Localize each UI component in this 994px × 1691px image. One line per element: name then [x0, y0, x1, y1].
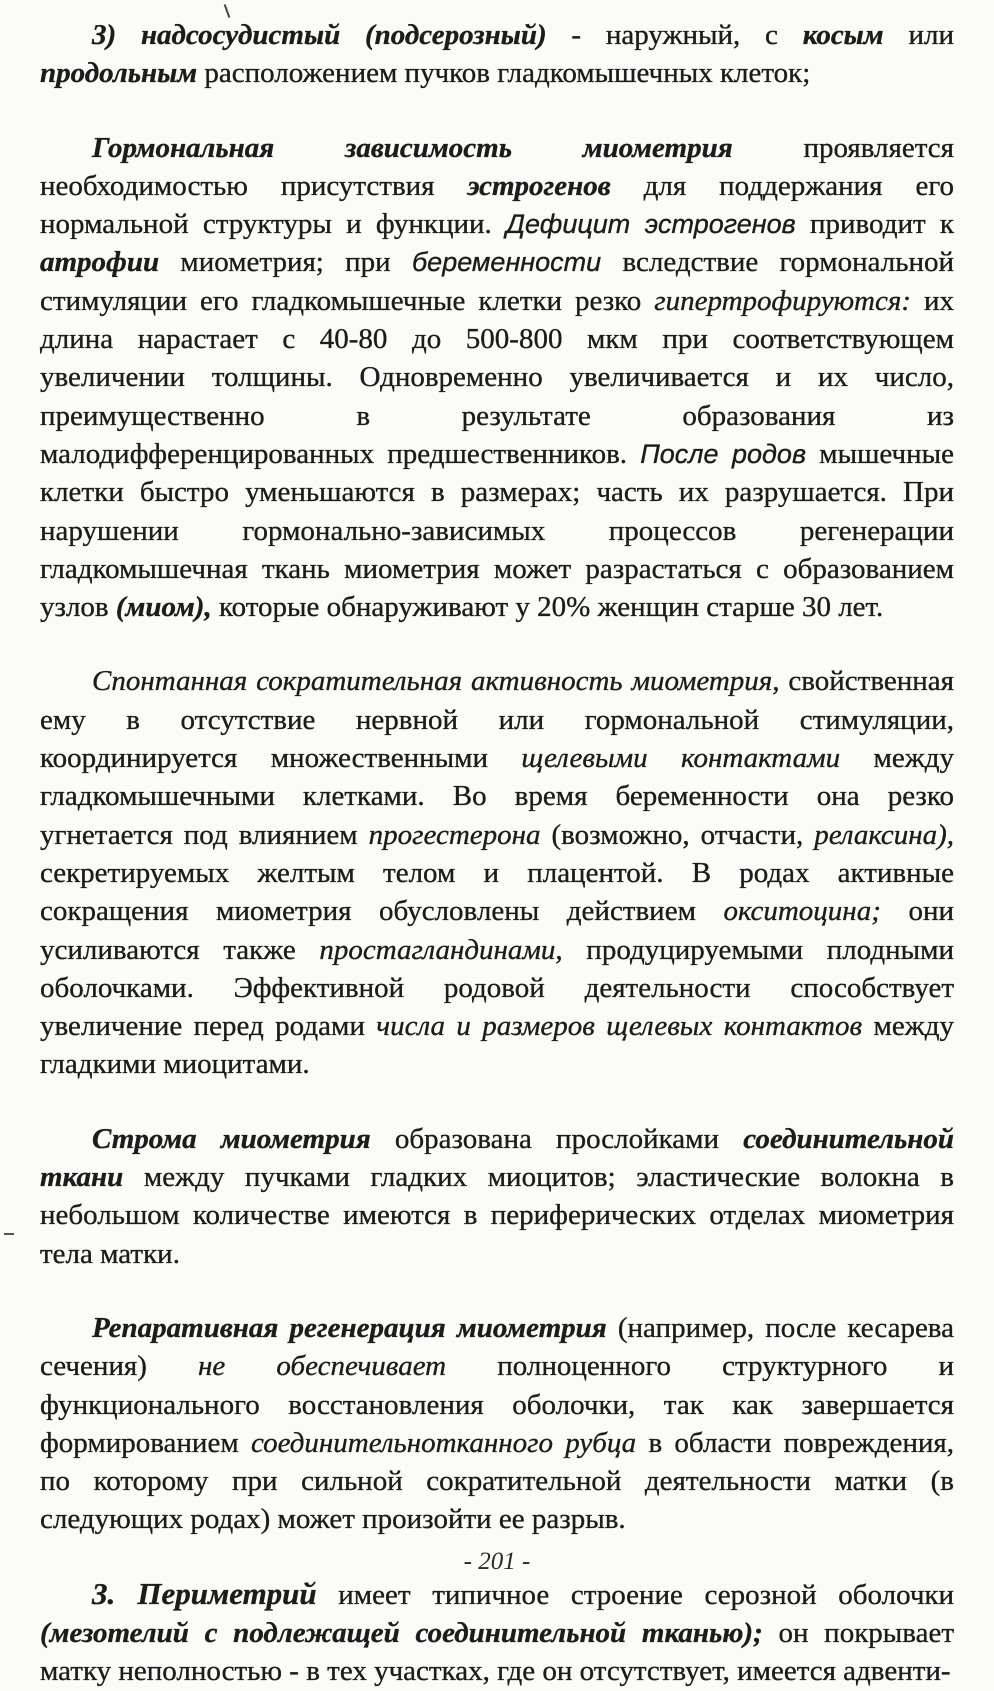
scan-mark	[4, 1233, 14, 1235]
paragraph-regeneration: Репаративная регенерация миометрия (например, после кесарева сечения) не обеспечивает полноценного структурного и функционального восстановления оболочки, так как завершается формированием соединительнотканного рубца в области повреждения, по которому при сильной сократительной деятельности матки (в следующих родах) может произойти ее разрыв.	[40, 1311, 954, 1536]
paragraph-contractile-activity: Спонтанная сократительная активность миометрия, свойственная ему в отсутствие нервной или гормональной стимуляции, координируется множественными щелевыми контактами между гладкомышечными клетками. Во время беременности она резко угнетается под влиянием прогестерона (возможно, отчасти, релаксина), секретируемых желтым телом и плацентой. В родах активные сокращения миометрия обусловлены действием окситоцина; они усиливаются также простагландинами, продуцируемыми плодными оболочками. Эффективной родовой деятельности способствует увеличение перед родами числа и размеров щелевых контактов между гладкими миоцитами.	[40, 665, 955, 1081]
paragraph-perimetrium: 3. Периметрий имеет типичное строение серозной оболочки (мезотелий с подлежащей соединительной тканью); он покрывает матку неполностью - в тех участках, где он отсутствует, имеется адвенти-	[40, 1575, 955, 1688]
paragraph-hormonal-dependence: Гормональная зависимость миометрия проявляется необходимостью присутствия эстрогенов для поддержания его нормальной структуры и функции. Дефицит эстрогенов приводит к атрофии миометрия; при беременности вследствие гормональной стимуляции его гладкомышечные клетки резко гипертрофируются: их длина нарастает с 40-80 до 500-800 мкм при соответствующем увеличении толщины. Одновременно увеличивается и их число, преимущественно в результате образования из малодифференцированных предшественников. После родов мышечные клетки быстро уменьшаются в размерах; часть их разрушается. При нарушении гормонально-зависимых процессов регенерации гладкомышечная ткань миометрия может разрастаться с образованием узлов (миом), которые обнаруживают у 20% женщин старше 30 лет.	[40, 131, 955, 624]
paragraph-stroma: Строма миометрия образована прослойками соединительной ткани между пучками гладких миоцитов; эластические волокна в небольшом количестве имеются в периферических отделах миометрия тела матки.	[40, 1122, 954, 1270]
paragraph-myometrium-layer: 3) надсосудистый (подсерозный) - наружный, с косым или продольным расположением пучков гладкомышечных клеток;	[40, 19, 954, 90]
page-number: - 201 -	[463, 1548, 531, 1575]
